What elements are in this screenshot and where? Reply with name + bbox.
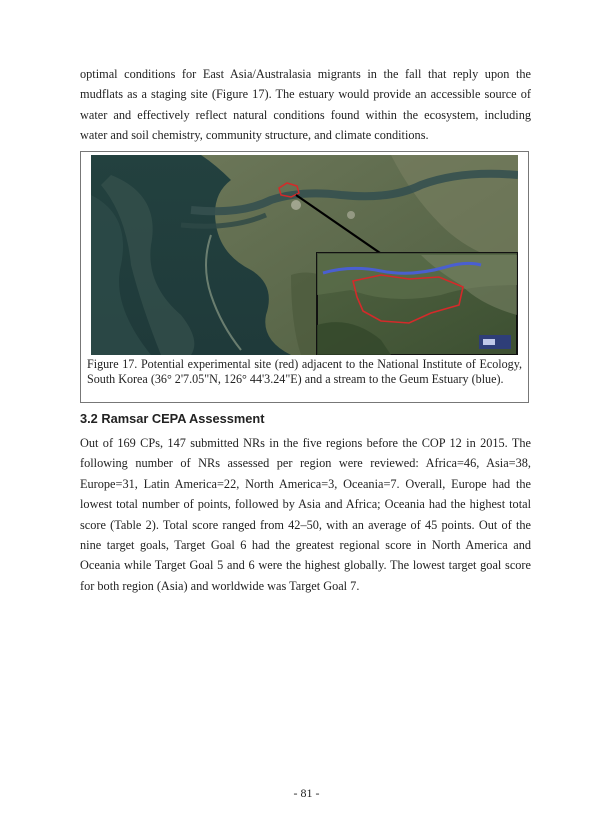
section-heading: 3.2 Ramsar CEPA Assessment bbox=[80, 411, 265, 426]
figure-caption: Figure 17. Potential experimental site (red) adjacent to the National Institute of Ecology, South Korea (36° 2'7.05"N, 126° 44'3.24"E) and a stream to the Geum Estuary (blue). bbox=[87, 357, 522, 386]
inset-map bbox=[317, 253, 517, 355]
figure-17 bbox=[80, 151, 529, 403]
body-paragraph-2: Out of 169 CPs, 147 submitted NRs in the five regions before the COP 12 in 2015. The following number of NRs assessed per region were reviewed: Africa=46, Asia=38, Europe=31, Latin America=22, North America=3, Oceania=7. Overall, Europe had the lowest total number of points, followed by Asia and Africa; Oceania had the highest total score (Table 2). Total score ranged from 42–50, with an average of 45 points. Out of the nine target goals, Target Goal 6 had the greatest regional score in North America and Oceania while Target Goal 5 and 6 were the highest globally. The lowest target goal score for both region (Asia) and worldwide was Target Goal 7. bbox=[80, 436, 531, 593]
satellite-map-image bbox=[91, 155, 518, 355]
page-number: - 81 - bbox=[293, 786, 320, 800]
body-paragraph-1: optimal conditions for East Asia/Australasia migrants in the fall that reply upon the mudflats as a staging site (Figure 17). The estuary would provide an accessible source of water and effectively reflect natural conditions found within the ecosystem, including water and soil chemistry, community structure, and climate conditions. bbox=[80, 67, 531, 143]
satellite-map-graphic bbox=[91, 155, 518, 355]
